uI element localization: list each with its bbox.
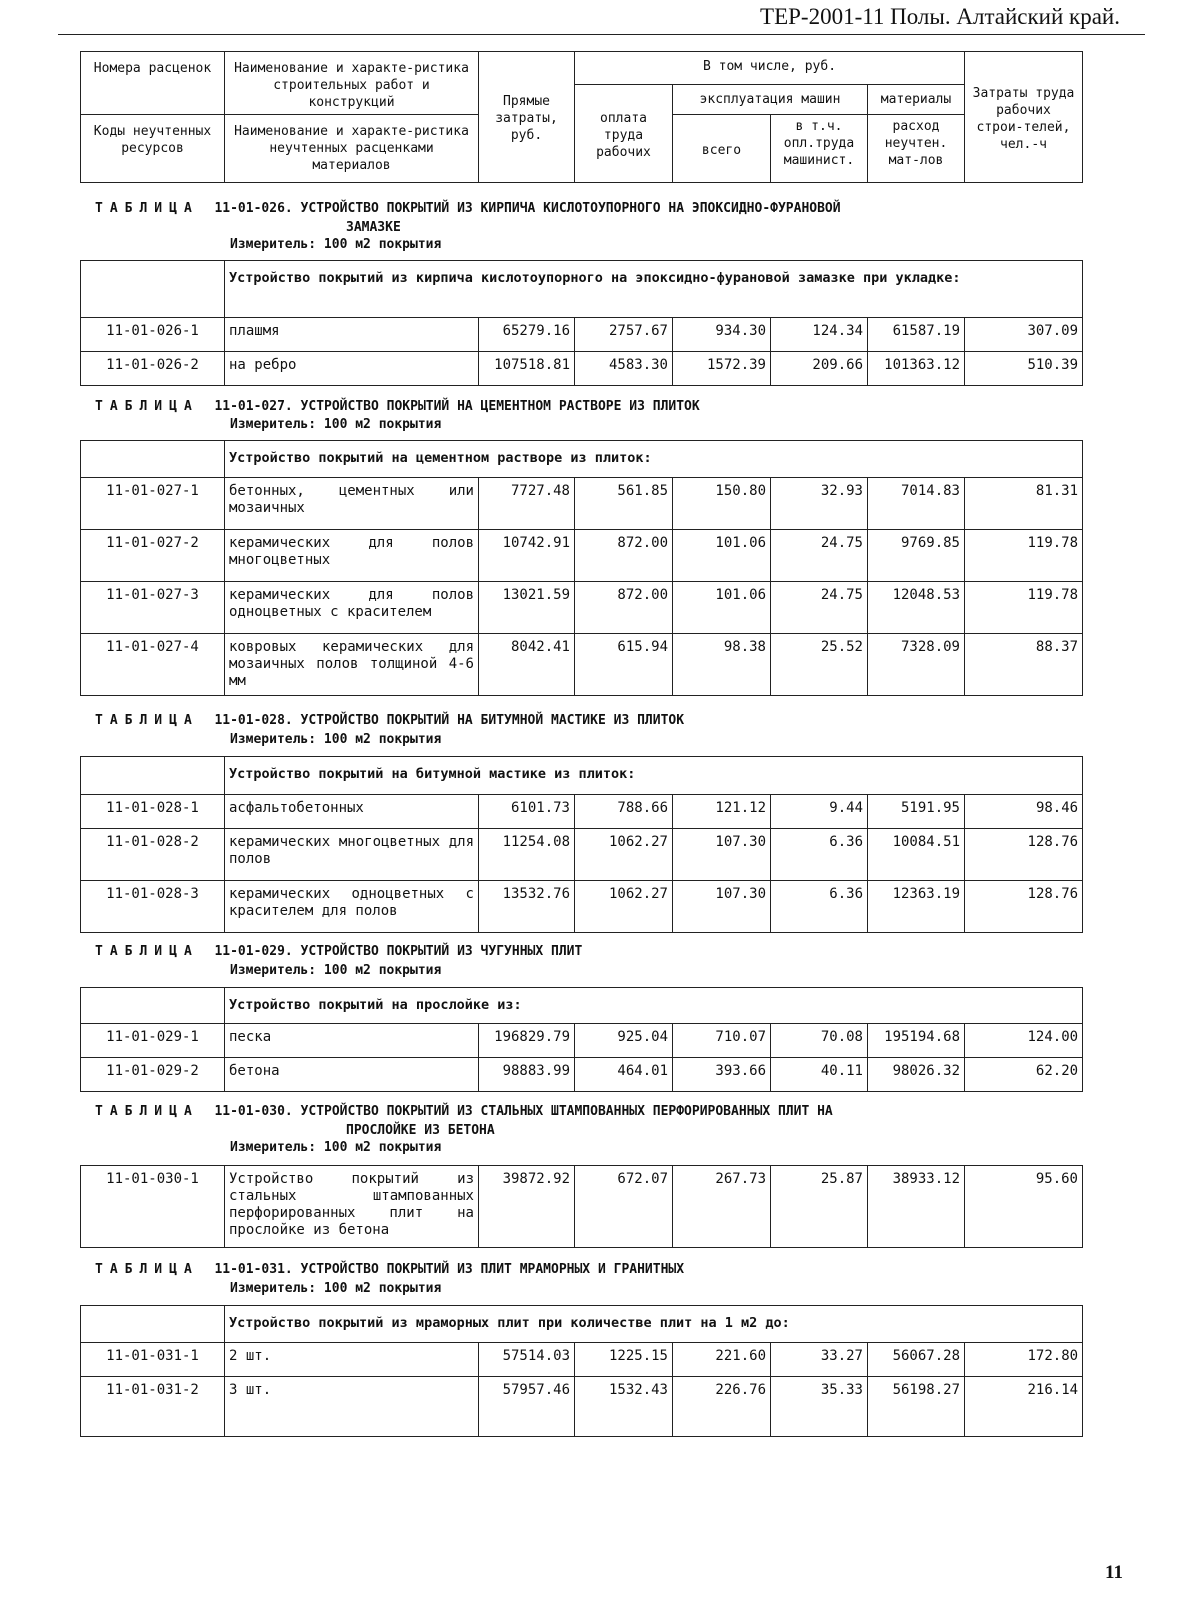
measure-unit: Измеритель: 100 м2 покрытия <box>230 237 442 252</box>
labor-hours: 88.37 <box>965 634 1083 696</box>
machine-cost: 393.66 <box>673 1058 771 1092</box>
materials-cost: 98026.32 <box>868 1058 965 1092</box>
direct-cost: 11254.08 <box>479 829 575 881</box>
table-row <box>81 1058 1083 1092</box>
labor-pay: 1225.15 <box>575 1343 673 1377</box>
rate-name: асфальтобетонных <box>225 795 479 829</box>
materials-cost: 61587.19 <box>868 318 965 352</box>
labor-pay: 925.04 <box>575 1024 673 1058</box>
direct-cost: 39872.92 <box>479 1166 575 1248</box>
group-heading: Устройство покрытий на битумной мастике из плиток: <box>225 757 1083 795</box>
rate-code: 11-01-027-2 <box>81 530 225 582</box>
rate-name: 3 шт. <box>225 1377 479 1437</box>
labor-pay: 788.66 <box>575 795 673 829</box>
table-title: 11-01-028. УСТРОЙСТВО ПОКРЫТИЙ НА БИТУМНОЙ МАСТИКЕ ИЗ ПЛИТОК <box>214 713 685 728</box>
rate-name: песка <box>225 1024 479 1058</box>
labor-pay: 2757.67 <box>575 318 673 352</box>
table-title: 11-01-027. УСТРОЙСТВО ПОКРЫТИЙ НА ЦЕМЕНТНОМ РАСТВОРЕ ИЗ ПЛИТОК <box>214 399 700 414</box>
rates-table-028 <box>80 756 1083 933</box>
rate-name: на ребро <box>225 352 479 386</box>
materials-cost: 10084.51 <box>868 829 965 881</box>
machinist-pay: 6.36 <box>771 829 868 881</box>
machine-cost: 101.06 <box>673 530 771 582</box>
rate-code: 11-01-027-3 <box>81 582 225 634</box>
table-row <box>81 795 1083 829</box>
table-caption <box>95 397 700 416</box>
direct-cost: 57514.03 <box>479 1343 575 1377</box>
column-header-table <box>80 51 1083 183</box>
machinist-pay: 40.11 <box>771 1058 868 1092</box>
machinist-pay: 24.75 <box>771 530 868 582</box>
direct-cost: 7727.48 <box>479 478 575 530</box>
labor-hours: 81.31 <box>965 478 1083 530</box>
rates-table-030 <box>80 1165 1083 1248</box>
labor-hours: 172.80 <box>965 1343 1083 1377</box>
table-row <box>81 1166 1083 1248</box>
rate-name: керамических для полов одноцветных с красителем <box>225 582 479 634</box>
materials-cost: 56198.27 <box>868 1377 965 1437</box>
labor-hours: 95.60 <box>965 1166 1083 1248</box>
materials-cost: 101363.12 <box>868 352 965 386</box>
table-title: 11-01-031. УСТРОЙСТВО ПОКРЫТИЙ ИЗ ПЛИТ МРАМОРНЫХ И ГРАНИТНЫХ <box>214 1262 685 1277</box>
table-caption <box>95 1260 684 1279</box>
table-row <box>81 881 1083 933</box>
group-code-cell <box>81 988 225 1024</box>
direct-cost: 13532.76 <box>479 881 575 933</box>
table-caption <box>95 942 582 961</box>
machine-cost: 107.30 <box>673 881 771 933</box>
machine-cost: 221.60 <box>673 1343 771 1377</box>
group-heading: Устройство покрытий из мраморных плит при количестве плит на 1 м2 до: <box>225 1306 1083 1343</box>
direct-cost: 8042.41 <box>479 634 575 696</box>
rate-name: керамических одноцветных с красителем для полов <box>225 881 479 933</box>
measure-unit: Измеритель: 100 м2 покрытия <box>230 1140 442 1155</box>
rate-code: 11-01-028-1 <box>81 795 225 829</box>
machinist-pay: 24.75 <box>771 582 868 634</box>
rate-name: плашмя <box>225 318 479 352</box>
header-labor-costs: Затраты труда рабочих строи-телей, чел.-ч <box>965 52 1083 183</box>
rate-code: 11-01-029-2 <box>81 1058 225 1092</box>
machine-cost: 226.76 <box>673 1377 771 1437</box>
rate-name: бетона <box>225 1058 479 1092</box>
machinist-pay: 124.34 <box>771 318 868 352</box>
header-desc-bottom: Наименование и характе-ристика неучтенных расценками материалов <box>225 115 479 183</box>
direct-cost: 10742.91 <box>479 530 575 582</box>
direct-cost: 196829.79 <box>479 1024 575 1058</box>
labor-pay: 4583.30 <box>575 352 673 386</box>
header-codes-bottom: Коды неучтенных ресурсов <box>81 115 225 183</box>
header-machine-operation: эксплуатация машин <box>673 85 868 115</box>
rate-name: Устройство покрытий из стальных штампованных перфорированных плит на прослойке из бетона <box>225 1166 479 1248</box>
direct-cost: 6101.73 <box>479 795 575 829</box>
rate-code: 11-01-026-1 <box>81 318 225 352</box>
rate-name: керамических многоцветных для полов <box>225 829 479 881</box>
machine-cost: 121.12 <box>673 795 771 829</box>
rate-code: 11-01-027-1 <box>81 478 225 530</box>
header-codes-top: Номера расценок <box>81 52 225 115</box>
rate-code: 11-01-029-1 <box>81 1024 225 1058</box>
materials-cost: 56067.28 <box>868 1343 965 1377</box>
table-row <box>81 478 1083 530</box>
measure-unit: Измеритель: 100 м2 покрытия <box>230 732 442 747</box>
machine-cost: 1572.39 <box>673 352 771 386</box>
materials-cost: 9769.85 <box>868 530 965 582</box>
machinist-pay: 35.33 <box>771 1377 868 1437</box>
rates-table-027 <box>80 440 1083 696</box>
machine-cost: 107.30 <box>673 829 771 881</box>
rate-name: бетонных, цементных или мозаичных <box>225 478 479 530</box>
header-including: В том числе, руб. <box>575 52 965 85</box>
table-label: ТАБЛИЦА <box>95 944 199 959</box>
header-materials: материалы <box>868 85 965 115</box>
materials-cost: 5191.95 <box>868 795 965 829</box>
labor-pay: 615.94 <box>575 634 673 696</box>
measure-unit: Измеритель: 100 м2 покрытия <box>230 417 442 432</box>
group-heading: Устройство покрытий на прослойке из: <box>225 988 1083 1024</box>
labor-pay: 672.07 <box>575 1166 673 1248</box>
machinist-pay: 70.08 <box>771 1024 868 1058</box>
table-caption <box>95 199 841 237</box>
table-label: ТАБЛИЦА <box>95 1104 199 1119</box>
table-title-cont: ЗАМАЗКЕ <box>346 220 401 235</box>
rate-code: 11-01-031-1 <box>81 1343 225 1377</box>
table-row <box>81 1377 1083 1437</box>
header-labor-pay: оплата труда рабочих <box>575 85 673 183</box>
rate-name: ковровых керамических для мозаичных полов толщиной 4-6 мм <box>225 634 479 696</box>
direct-cost: 98883.99 <box>479 1058 575 1092</box>
rate-code: 11-01-028-2 <box>81 829 225 881</box>
table-row <box>81 1024 1083 1058</box>
rate-code: 11-01-030-1 <box>81 1166 225 1248</box>
group-code-cell <box>81 261 225 318</box>
labor-pay: 1532.43 <box>575 1377 673 1437</box>
materials-cost: 38933.12 <box>868 1166 965 1248</box>
labor-hours: 124.00 <box>965 1024 1083 1058</box>
rates-table-029 <box>80 987 1083 1092</box>
table-row <box>81 1343 1083 1377</box>
labor-pay: 872.00 <box>575 530 673 582</box>
labor-hours: 119.78 <box>965 530 1083 582</box>
rate-code: 11-01-028-3 <box>81 881 225 933</box>
machinist-pay: 6.36 <box>771 881 868 933</box>
rate-code: 11-01-026-2 <box>81 352 225 386</box>
machine-cost: 98.38 <box>673 634 771 696</box>
table-caption <box>95 1102 833 1140</box>
machine-cost: 934.30 <box>673 318 771 352</box>
header-rule <box>58 34 1145 35</box>
machinist-pay: 33.27 <box>771 1343 868 1377</box>
header-materials-unaccounted: расход неучтен. мат-лов <box>868 115 965 183</box>
group-heading: Устройство покрытий на цементном растворе из плиток: <box>225 441 1083 478</box>
header-desc-top: Наименование и характе-ристика строительных работ и конструкций <box>225 52 479 115</box>
group-code-cell <box>81 757 225 795</box>
materials-cost: 12363.19 <box>868 881 965 933</box>
labor-hours: 216.14 <box>965 1377 1083 1437</box>
machine-cost: 101.06 <box>673 582 771 634</box>
table-label: ТАБЛИЦА <box>95 399 199 414</box>
page-number: 11 <box>1105 1562 1123 1583</box>
table-row <box>81 582 1083 634</box>
materials-cost: 7014.83 <box>868 478 965 530</box>
labor-pay: 561.85 <box>575 478 673 530</box>
machinist-pay: 9.44 <box>771 795 868 829</box>
group-code-cell <box>81 1306 225 1343</box>
direct-cost: 57957.46 <box>479 1377 575 1437</box>
labor-hours: 128.76 <box>965 881 1083 933</box>
machine-cost: 150.80 <box>673 478 771 530</box>
table-title: 11-01-029. УСТРОЙСТВО ПОКРЫТИЙ ИЗ ЧУГУННЫХ ПЛИТ <box>214 944 583 959</box>
header-direct-costs: Прямые затраты, руб. <box>479 52 575 183</box>
table-label: ТАБЛИЦА <box>95 713 199 728</box>
table-row <box>81 634 1083 696</box>
labor-hours: 128.76 <box>965 829 1083 881</box>
group-heading: Устройство покрытий из кирпича кислотоупорного на эпоксидно-фурановой замазке при укладке: <box>225 261 1083 318</box>
labor-pay: 872.00 <box>575 582 673 634</box>
rate-name: 2 шт. <box>225 1343 479 1377</box>
table-label: ТАБЛИЦА <box>95 201 199 216</box>
running-header: ТЕР-2001-11 Полы. Алтайский край. <box>760 4 1120 29</box>
labor-hours: 98.46 <box>965 795 1083 829</box>
measure-unit: Измеритель: 100 м2 покрытия <box>230 963 442 978</box>
table-row <box>81 530 1083 582</box>
measure-unit: Измеритель: 100 м2 покрытия <box>230 1281 442 1296</box>
materials-cost: 7328.09 <box>868 634 965 696</box>
direct-cost: 13021.59 <box>479 582 575 634</box>
machinist-pay: 25.52 <box>771 634 868 696</box>
machinist-pay: 32.93 <box>771 478 868 530</box>
machinist-pay: 209.66 <box>771 352 868 386</box>
table-title: 11-01-030. УСТРОЙСТВО ПОКРЫТИЙ ИЗ СТАЛЬНЫХ ШТАМПОВАННЫХ ПЕРФОРИРОВАННЫХ ПЛИТ НА <box>214 1104 833 1119</box>
machine-cost: 267.73 <box>673 1166 771 1248</box>
rates-table-026 <box>80 260 1083 386</box>
group-code-cell <box>81 441 225 478</box>
direct-cost: 107518.81 <box>479 352 575 386</box>
machinist-pay: 25.87 <box>771 1166 868 1248</box>
table-title-cont: ПРОСЛОЙКЕ ИЗ БЕТОНА <box>346 1123 495 1138</box>
materials-cost: 12048.53 <box>868 582 965 634</box>
table-label: ТАБЛИЦА <box>95 1262 199 1277</box>
rate-code: 11-01-031-2 <box>81 1377 225 1437</box>
table-caption <box>95 711 684 730</box>
labor-pay: 1062.27 <box>575 829 673 881</box>
labor-pay: 464.01 <box>575 1058 673 1092</box>
header-machine-total: всего <box>673 115 771 183</box>
header-machinist-pay: в т.ч. опл.труда машинист. <box>771 115 868 183</box>
labor-hours: 307.09 <box>965 318 1083 352</box>
machine-cost: 710.07 <box>673 1024 771 1058</box>
table-title: 11-01-026. УСТРОЙСТВО ПОКРЫТИЙ ИЗ КИРПИЧА КИСЛОТОУПОРНОГО НА ЭПОКСИДНО-ФУРАНОВОЙ <box>214 201 841 216</box>
materials-cost: 195194.68 <box>868 1024 965 1058</box>
labor-hours: 62.20 <box>965 1058 1083 1092</box>
rate-code: 11-01-027-4 <box>81 634 225 696</box>
table-row <box>81 829 1083 881</box>
table-row <box>81 318 1083 352</box>
direct-cost: 65279.16 <box>479 318 575 352</box>
table-row <box>81 352 1083 386</box>
labor-pay: 1062.27 <box>575 881 673 933</box>
labor-hours: 119.78 <box>965 582 1083 634</box>
rates-table-031 <box>80 1305 1083 1437</box>
rate-name: керамических для полов многоцветных <box>225 530 479 582</box>
labor-hours: 510.39 <box>965 352 1083 386</box>
